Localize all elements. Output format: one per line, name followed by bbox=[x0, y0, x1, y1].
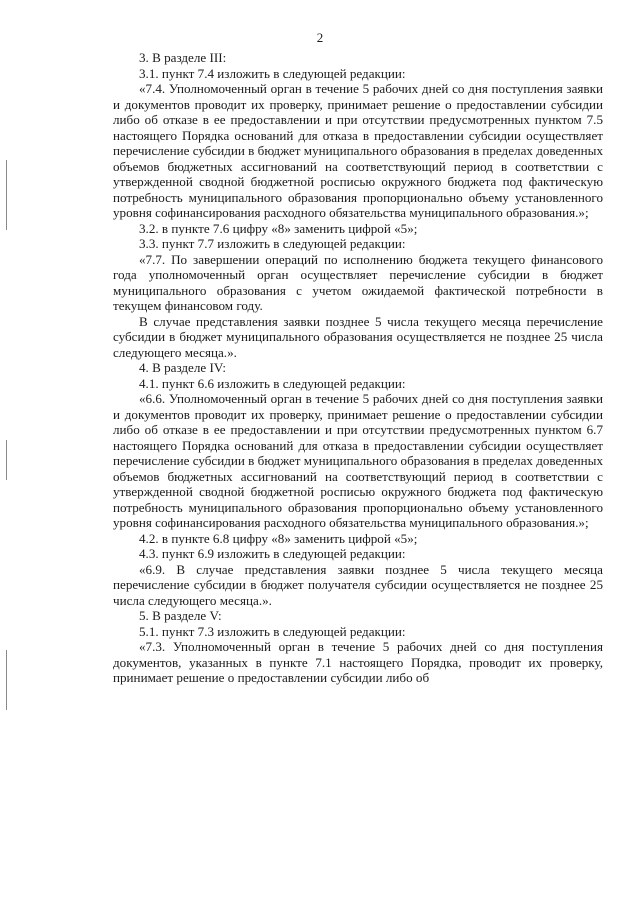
paragraph: 3.3. пункт 7.7 изложить в следующей редакции: bbox=[139, 236, 406, 251]
paragraph: 5. В разделе V: bbox=[139, 608, 222, 623]
paragraph: «7.7. По завершении операций по исполнению бюджета текущего финансового года уполномоченный орган осуществляет перечисление субсидии в бюджет муниципального образования с учетом ожидаемой фактической потребности в текущем финансовом году. bbox=[113, 251, 603, 313]
document-body bbox=[113, 50, 603, 686]
scan-margin-line bbox=[6, 440, 7, 480]
scan-margin-line bbox=[6, 160, 7, 230]
paragraph: В случае представления заявки позднее 5 числа текущего месяца перечисление субсидии в бюджет муниципального образования осуществляется не позднее 25 числа следующего месяца.». bbox=[113, 313, 603, 360]
paragraph: «6.9. В случае представления заявки позднее 5 числа текущего месяца перечисление субсидии в бюджет получателя субсидии осуществляется не позднее 25 числа следующего месяца.». bbox=[113, 561, 603, 608]
paragraph: 3. В разделе III: bbox=[139, 50, 227, 65]
paragraph: «6.6. Уполномоченный орган в течение 5 рабочих дней со дня поступления заявки и документов проводит их проверку, принимает решение о предоставлении субсидии либо об отказе в ее предоставлении и при отсутствии предусмотренных пунктом 6.7 настоящего Порядка оснований для отказа в предоставлении субсидии осуществляет перечисление субсидии в бюджет муниципального образования в пределах доведенных объемов бюджетных ассигнований на соответствующий период в соответствии с утвержденной сводной бюджетной росписью окружного бюджета под фактическую потребность муниципального образования пропорционально объему установленного уровня софинансирования расходного обязательства муниципального образования.»; bbox=[113, 391, 603, 530]
paragraph: 5.1. пункт 7.3 изложить в следующей редакции: bbox=[139, 623, 406, 639]
paragraph: 3.1. пункт 7.4 изложить в следующей редакции: bbox=[139, 65, 406, 81]
paragraph: 4.3. пункт 6.9 изложить в следующей редакции: bbox=[139, 546, 406, 561]
paragraph: 4.1. пункт 6.6 изложить в следующей редакции: bbox=[139, 375, 406, 391]
paragraph: «7.3. Уполномоченный орган в течение 5 рабочих дней со дня поступления документов, указанных в пункте 7.1 настоящего Порядка, проводит их проверку, принимает решение о предоставлении субсидии либо об bbox=[113, 639, 603, 685]
paragraph: 3.2. в пункте 7.6 цифру «8» заменить цифрой «5»; bbox=[139, 220, 418, 236]
paragraph: 4.2. в пункте 6.8 цифру «8» заменить цифрой «5»; bbox=[139, 530, 418, 546]
paragraph: «7.4. Уполномоченный орган в течение 5 рабочих дней со дня поступления заявки и документов проводит их проверку, принимает решение о предоставлении субсидии либо об отказе в ее предоставлении и при отсутствии предусмотренных пунктом 7.5 настоящего Порядка оснований для отказа в предоставлении субсидии осуществляет перечисление субсидии в бюджет муниципального образования в пределах доведенных объемов бюджетных ассигнований на соответствующий период в соответствии с утвержденной сводной бюджетной росписью окружного бюджета под фактическую потребность муниципального образования пропорционально объему установленного уровня софинансирования расходного обязательства муниципального образования.»; bbox=[113, 81, 603, 220]
page-number: 2 bbox=[316, 30, 324, 45]
scan-margin-line bbox=[6, 650, 7, 710]
paragraph: 4. В разделе IV: bbox=[139, 360, 226, 375]
